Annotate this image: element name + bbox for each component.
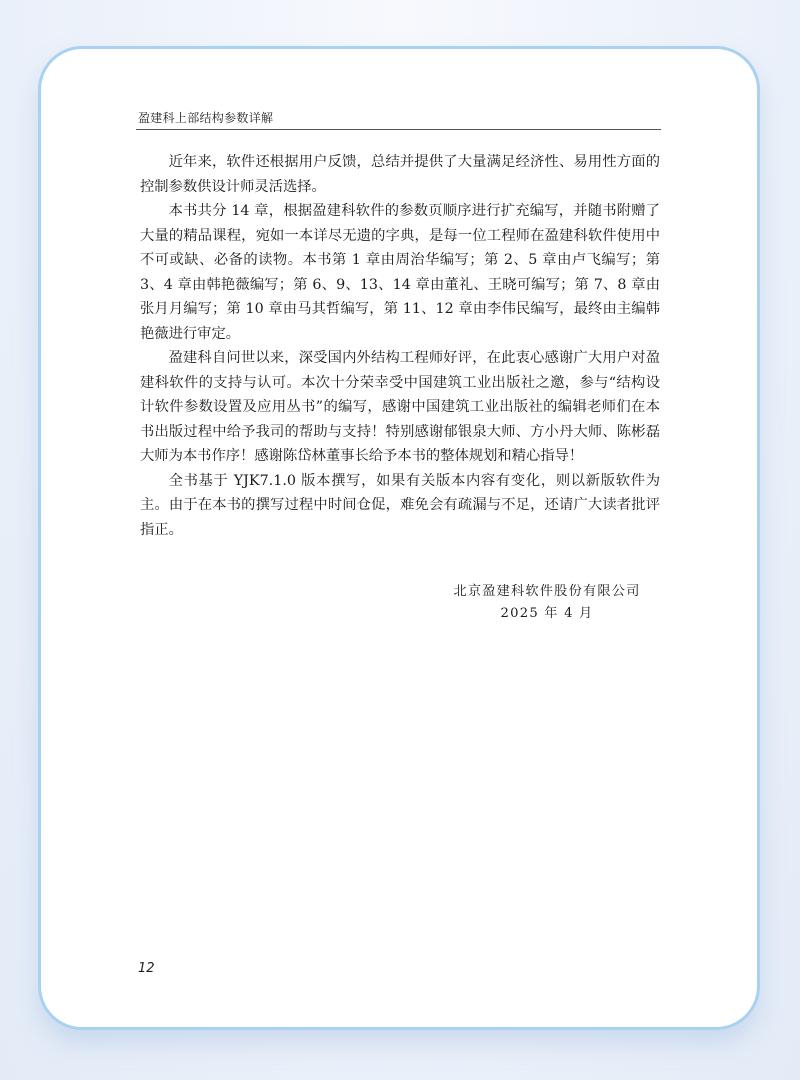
header-rule bbox=[136, 129, 661, 130]
body-text bbox=[140, 150, 660, 542]
signature-date: 2025 年 4 月 bbox=[500, 606, 594, 621]
paragraph: 近年来，软件还根据用户反馈，总结并提供了大量满足经济性、易用性方面的控制参数供设计师灵活选择。 bbox=[140, 154, 660, 195]
running-header: 盈建科上部结构参数详解 bbox=[138, 111, 274, 125]
paragraph: 全书基于 YJK7.1.0 版本撰写，如果有关版本内容有变化，则以新版软件为主。由于在本书的撰写过程中时间仓促，难免会有疏漏与不足，还请广大读者批评指正。 bbox=[140, 472, 660, 538]
page-number: 12 bbox=[138, 961, 155, 976]
paragraph: 本书共分 14 章，根据盈建科软件的参数页顺序进行扩充编写，并随书附赠了大量的精品课程，宛如一本详尽无遗的字典，是每一位工程师在盈建科软件使用中不可或缺、必备的读物。本书第 1 章由周治华编写；第 2、5 章由卢飞编写；第 3、4 章由韩艳薇编写；第 6、9、13、14 章由董礼、王晓可编写；第 7、8 章由张月月编写；第 10 章由马其哲编写，第 11、12 章由李伟民编写，最终由主编韩艳薇进行审定。 bbox=[140, 203, 660, 342]
paragraph: 盈建科自问世以来，深受国内外结构工程师好评，在此衷心感谢广大用户对盈建科软件的支持与认可。本次十分荣幸受中国建筑工业出版社之邀，参与“结构设计软件参数设置及应用丛书”的编写，感谢中国建筑工业出版社的编辑老师们在本书出版过程中给予我司的帮助与支持！特别感谢郁银泉大师、方小丹大师、陈彬磊大师为本书作序！感谢陈岱林董事长给予本书的整体规划和精心指导！ bbox=[140, 350, 660, 464]
signature-block bbox=[432, 581, 662, 625]
signature-company: 北京盈建科软件股份有限公司 bbox=[453, 584, 641, 599]
